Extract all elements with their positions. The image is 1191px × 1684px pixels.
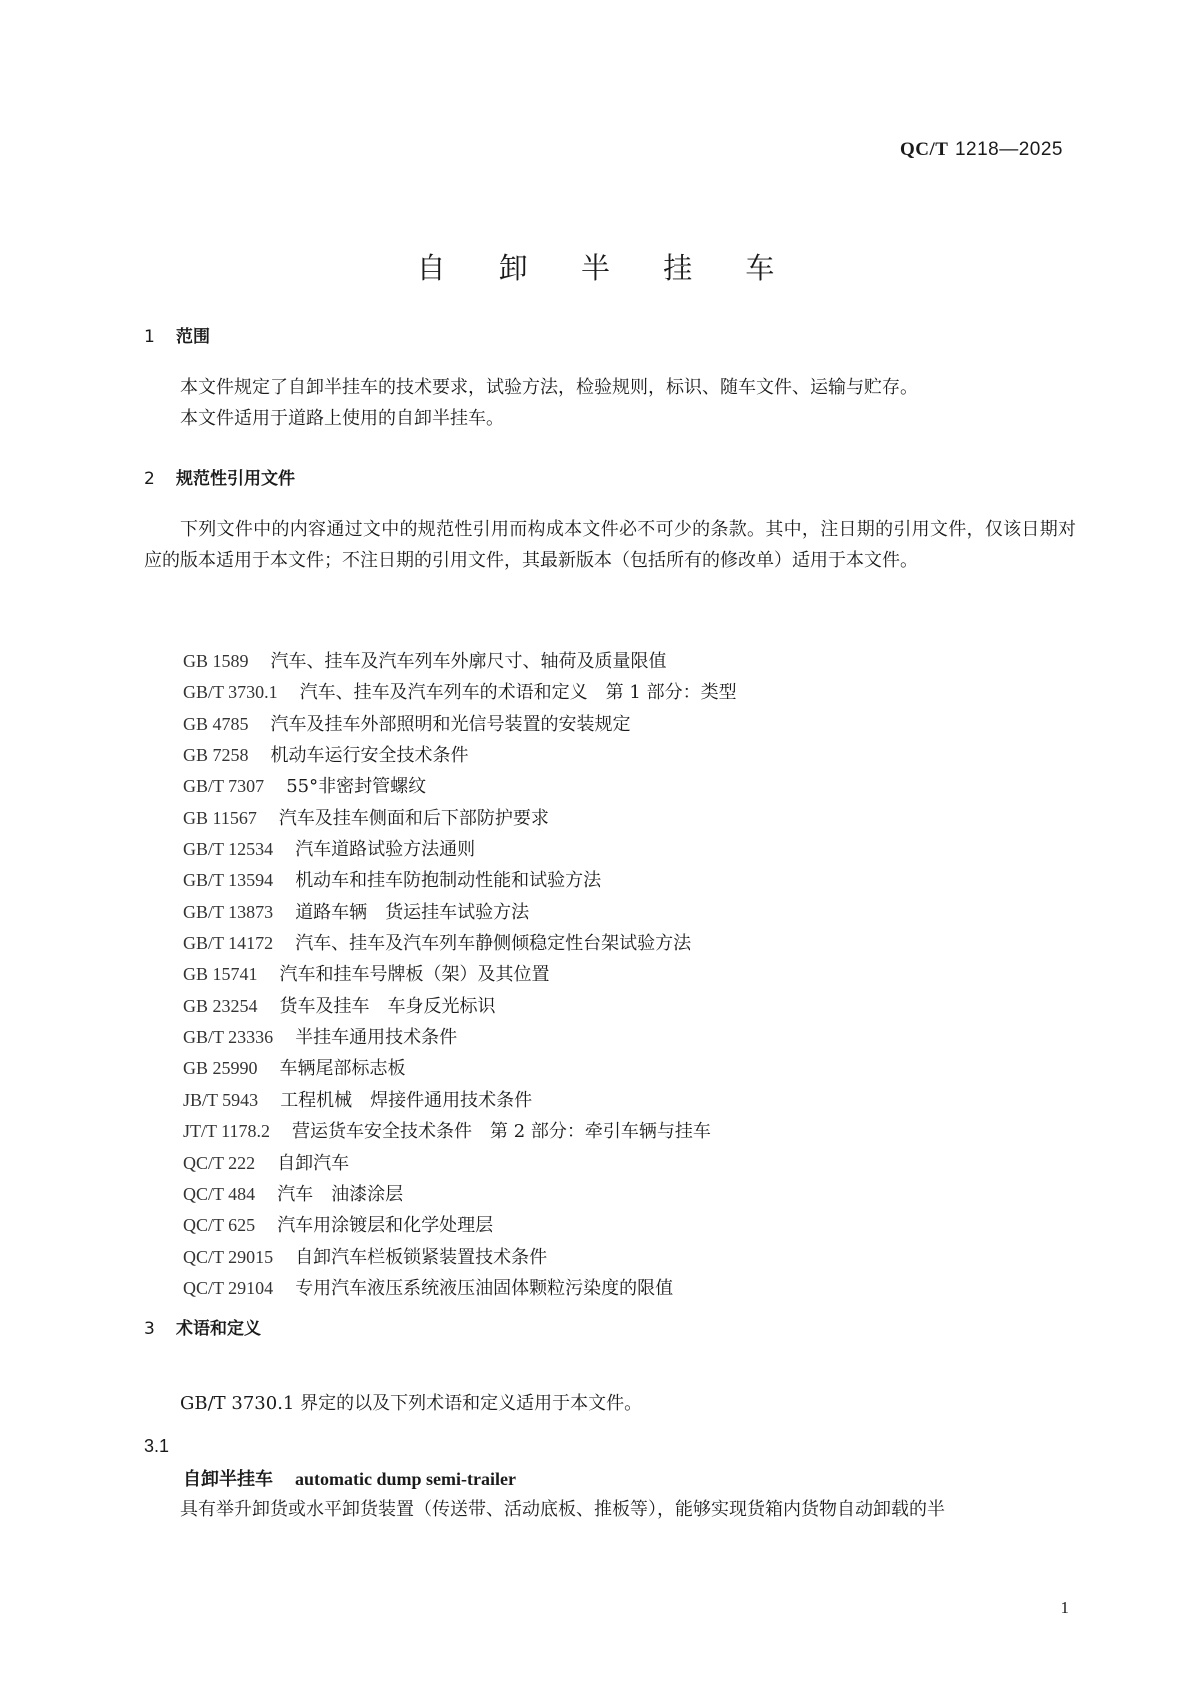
- term-english: automatic dump semi-trailer: [295, 1469, 516, 1489]
- reference-item: [183, 1022, 737, 1053]
- reference-code: GB 15741: [183, 964, 258, 985]
- section-number: 3: [144, 1319, 155, 1339]
- section-2-heading: [144, 464, 295, 489]
- section-2-intro: 下列文件中的内容通过文中的规范性引用而构成本文件必不可少的条款。其中，注日期的引用文件，仅该日期对应的版本适用于本文件；不注日期的引用文件，其最新版本（包括所有的修改单）适用于本文件。: [144, 519, 1076, 571]
- reference-item: [183, 1116, 737, 1147]
- reference-title: 专用汽车液压系统液压油固体颗粒污染度的限值: [295, 1277, 674, 1299]
- section-3-intro: GB/T 3730.1 界定的以及下列术语和定义适用于本文件。: [180, 1393, 643, 1414]
- reference-title: 车辆尾部标志板: [279, 1058, 406, 1080]
- reference-item: [183, 771, 737, 802]
- reference-title: 道路车辆 货运挂车试验方法: [295, 901, 530, 923]
- section-3-heading: [144, 1314, 261, 1339]
- term-chinese: 自卸半挂车: [183, 1469, 273, 1490]
- reference-code: GB/T 7307: [183, 776, 265, 797]
- reference-title: 汽车、挂车及汽车列车外廓尺寸、轴荷及质量限值: [270, 651, 667, 672]
- reference-title: 自卸汽车栏板锁紧装置技术条件: [295, 1246, 548, 1268]
- reference-code: QC/T 222: [183, 1152, 256, 1173]
- reference-item: [183, 1242, 737, 1273]
- reference-code: GB 25990: [183, 1058, 258, 1079]
- reference-code: GB 23254: [183, 995, 258, 1016]
- reference-item: [183, 959, 737, 990]
- reference-title: 机动车运行安全技术条件: [270, 745, 469, 767]
- section-1-heading: [144, 322, 210, 347]
- clause-number: 3.1: [144, 1436, 170, 1456]
- standard-prefix: QC/T: [899, 139, 949, 160]
- reference-title: 汽车、挂车及汽车列车的术语和定义 第 1 部分：类型: [299, 682, 737, 704]
- reference-code: GB 7258: [183, 745, 249, 766]
- reference-code: JB/T 5943: [183, 1089, 259, 1110]
- reference-title: 汽车及挂车侧面和后下部防护要求: [278, 807, 549, 829]
- page-number: 1: [1060, 1598, 1069, 1617]
- term-definition: 具有举升卸货或水平卸货装置（传送带、活动底板、推板等），能够实现货箱内货物自动卸载的半: [180, 1499, 945, 1520]
- reference-title: 工程机械 焊接件通用技术条件: [280, 1089, 533, 1111]
- reference-item: [183, 1148, 737, 1179]
- reference-code: GB/T 13594: [183, 870, 274, 891]
- section-title: 规范性引用文件: [176, 469, 295, 489]
- reference-title: 汽车、挂车及汽车列车静侧倾稳定性台架试验方法: [295, 933, 692, 955]
- normative-reference-list: [183, 646, 737, 1304]
- standard-number-header: [900, 138, 1063, 161]
- standard-number: 1218—2025: [954, 139, 1063, 160]
- section-1-paragraph-1: 本文件规定了自卸半挂车的技术要求，试验方法，检验规则，标识、随车文件、运输与贮存。: [180, 377, 918, 398]
- reference-item: [183, 1210, 737, 1241]
- reference-code: QC/T 625: [183, 1215, 256, 1236]
- reference-code: GB/T 23336: [183, 1027, 274, 1048]
- reference-title: 汽车用涂镀层和化学处理层: [277, 1215, 494, 1237]
- reference-code: GB 4785: [183, 713, 249, 734]
- reference-code: QC/T 29104: [183, 1277, 274, 1298]
- reference-title: 机动车和挂车防抱制动性能和试验方法: [295, 870, 602, 892]
- section-number: 2: [144, 469, 155, 489]
- reference-code: QC/T 29015: [183, 1246, 274, 1267]
- reference-code: GB 1589: [183, 651, 249, 671]
- reference-item: [183, 1085, 737, 1116]
- section-title: 范围: [176, 327, 210, 347]
- term-entry: [183, 1465, 516, 1491]
- reference-item: [183, 928, 737, 959]
- reference-title: 自卸汽车: [277, 1152, 350, 1174]
- reference-item: [183, 803, 737, 834]
- section-1-paragraph-2: 本文件适用于道路上使用的自卸半挂车。: [180, 408, 504, 429]
- reference-title: 汽车及挂车外部照明和光信号装置的安装规定: [270, 713, 631, 735]
- reference-title: 货车及挂车 车身反光标识: [279, 995, 496, 1017]
- reference-title: 汽车和挂车号牌板（架）及其位置: [279, 964, 550, 986]
- reference-title: 汽车道路试验方法通则: [295, 839, 476, 861]
- reference-title: 55°非密封管螺纹: [286, 776, 427, 798]
- reference-item: [183, 740, 737, 771]
- section-number: 1: [144, 327, 155, 347]
- reference-item: [183, 834, 737, 865]
- reference-title: 营运货车安全技术条件 第 2 部分：牵引车辆与挂车: [292, 1121, 711, 1143]
- reference-code: GB 11567: [183, 807, 257, 828]
- section-title: 术语和定义: [176, 1319, 261, 1339]
- reference-item: [183, 1053, 737, 1084]
- reference-code: JT/T 1178.2: [183, 1121, 271, 1142]
- reference-code: GB/T 3730.1: [183, 682, 278, 703]
- reference-item: [183, 897, 737, 928]
- reference-code: GB/T 13873: [183, 901, 274, 922]
- reference-item: [183, 1179, 737, 1210]
- reference-item: [183, 1273, 737, 1304]
- reference-title: 半挂车通用技术条件: [295, 1027, 458, 1049]
- reference-title: 汽车 油漆涂层: [277, 1183, 404, 1205]
- reference-code: GB/T 12534: [183, 839, 274, 860]
- reference-item: [183, 865, 737, 896]
- reference-item: [183, 991, 737, 1022]
- reference-item: [183, 677, 737, 708]
- reference-item: [183, 646, 737, 677]
- reference-code: GB/T 14172: [183, 933, 274, 954]
- reference-code: QC/T 484: [183, 1183, 256, 1204]
- document-title: 自 卸 半 挂 车: [416, 251, 797, 285]
- reference-item: [183, 709, 737, 740]
